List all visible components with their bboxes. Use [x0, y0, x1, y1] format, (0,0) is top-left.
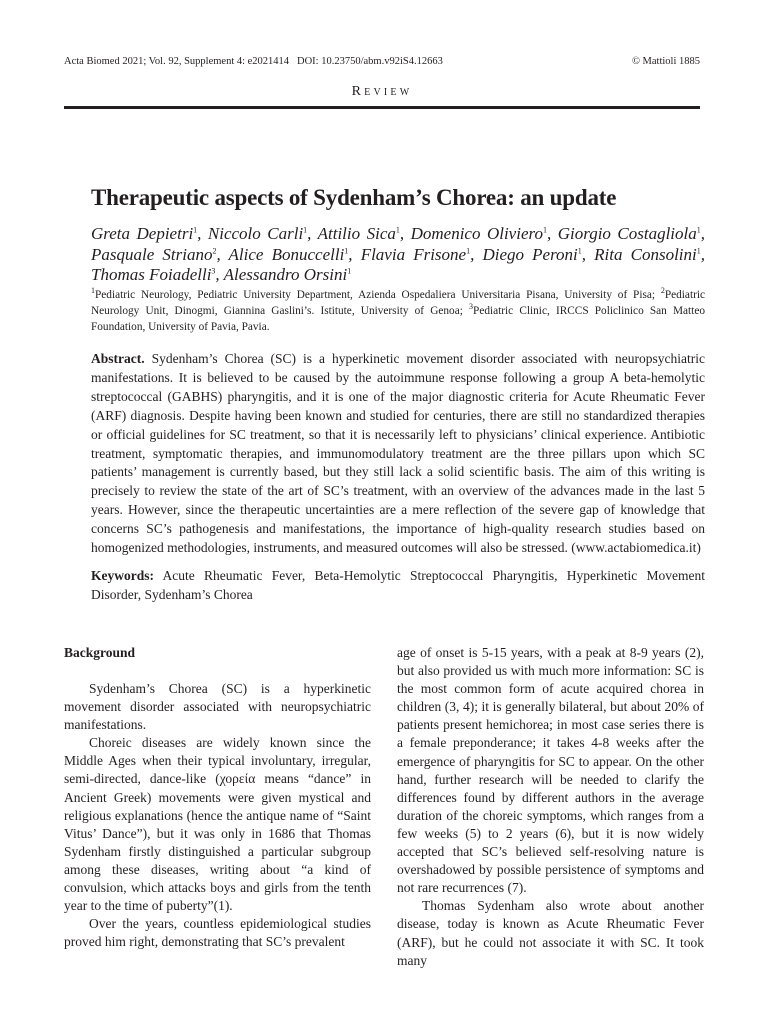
abstract-label: Abstract. — [91, 351, 145, 366]
author-affiliation-mark: 1 — [577, 245, 582, 255]
author-list — [91, 224, 705, 286]
author-name: Pasquale Striano — [91, 244, 213, 264]
author-separator: , — [399, 224, 411, 243]
keywords — [91, 567, 705, 605]
author-affiliation-mark: 1 — [696, 245, 701, 255]
author-affiliation-mark: 1 — [347, 266, 352, 276]
body-paragraph: Over the years, countless epidemiological studies proved him right, demonstrating that SC’s prevalent — [64, 916, 371, 950]
author-affiliation-mark: 1 — [303, 225, 308, 235]
body-paragraph: age of onset is 5-15 years, with a peak at 8-9 years (2), but also provided us with much more information: SC is the most common form of acute acquired chorea in children (3, 4); it is generally bilateral, but about 20% of patients present hemichorea; in most case series there is a female preponderance; it takes 4-8 weeks after the emergence of pharyngitis for SC to appear. On the other hand, further research will be needed to clarify the differences found by different authors in the average duration of the choreic symptoms, which ranges from a few weeks (5) to 2 years (6), but it is now widely accepted that SC’s believed self-resolving nature is overshadowed by possible persistence of symptoms and not rare recurrences (7). — [397, 645, 704, 896]
author-name: Alessandro Orsini — [223, 265, 348, 284]
copyright-text: © Mattioli 1885 — [631, 56, 700, 67]
abstract — [91, 350, 705, 558]
journal-citation: Acta Biomed 2021; Vol. 92, Supplement 4: e2021414 — [64, 56, 290, 67]
author-name: Thomas Foiadelli — [91, 265, 212, 284]
affiliations — [91, 287, 705, 335]
author-name: Domenico Oliviero — [410, 224, 543, 243]
affiliation-text: Pediatric Clinic, IRCCS Policlinico San Matteo Foundation, University of Pavia, Pavia. — [91, 305, 705, 333]
author-name: Diego Peroni — [482, 244, 578, 264]
author-separator: , — [546, 224, 558, 243]
affiliation-number: 2 — [660, 286, 665, 296]
section-label: Review — [351, 84, 413, 99]
author-affiliation-mark: 2 — [212, 245, 217, 255]
author-separator: , — [581, 244, 595, 264]
author-separator: , — [307, 224, 318, 243]
author-separator: , — [216, 244, 229, 264]
author-name: Alice Bonuccelli — [228, 244, 345, 264]
author-name: Giorgio Costagliola — [557, 224, 697, 243]
affiliation-text: Pediatric Neurology, Pediatric University Department, Azienda Ospedaliera Universitaria Pisana, University of Pisa; — [95, 289, 661, 301]
body-paragraph: Sydenham’s Chorea (SC) is a hyperkinetic movement disorder associated with neuropsychiatric manifestations. — [64, 681, 371, 733]
author-affiliation-mark: 1 — [466, 245, 471, 255]
body-paragraph: Thomas Sydenham also wrote about another disease, today is known as Acute Rheumatic Fever (ARF), but he could not associate it with SC. It took many — [397, 898, 704, 968]
author-name: Rita Consolini — [594, 244, 697, 264]
article-title: Therapeutic aspects of Sydenham’s Chorea: an update — [91, 185, 617, 210]
section-heading: Background — [64, 645, 136, 660]
author-name: Greta Depietri — [91, 224, 194, 243]
keywords-label: Keywords: — [91, 568, 154, 583]
affiliation-text: Pediatric Neurology Unit, Dinogmi, Giannina Gaslini’s. Istitute, University of Genoa; — [91, 289, 705, 317]
author-affiliation-mark: 1 — [193, 225, 198, 235]
doi-text: DOI: 10.23750/abm.v92iS4.12663 — [297, 56, 443, 67]
header-rule — [64, 106, 700, 109]
author-separator: , — [700, 244, 706, 264]
author-name: Niccolo Carli — [207, 224, 304, 243]
body-column-right — [397, 644, 704, 970]
author-separator: , — [470, 244, 483, 264]
affiliation-number: 1 — [91, 286, 95, 296]
abstract-text: Sydenham’s Chorea (SC) is a hyperkinetic movement disorder associated with neuropsychiatric manifestations. It is believed to be caused by the autoimmune response following a group A beta-hemolytic streptococcal (GABHS) pharyngitis, and it is one of the major diagnostic criteria for Acute Rheumatic Fever (ARF) diagnosis. Despite having been known and studied for centuries, there are still no standardized therapies or official guidelines for SC treatment, so that it is necessarily left to physicians’ clinical experience. Antibiotic treatment, symptomatic therapies, and immunomodulatory treatment are the three pillars upon which SC patients’ management is currently based, but they still lack a solid scientific basis. The aim of this writing is precisely to review the state of the art of SC’s treatment, with an overview of the advances made in the last 5 years. However, since the therapeutic uncertainties are a mere reflection of the severe gap of knowledge that concerns SC’s pathogenesis and manifestations, the importance of high-quality research studies based on homogenized methodologies, instruments, and measured outcomes will also be stressed. (www.actabiomedica.it) — [91, 351, 705, 556]
author-affiliation-mark: 3 — [211, 266, 216, 276]
author-affiliation-mark: 1 — [344, 245, 349, 255]
author-separator: , — [700, 224, 706, 243]
author-affiliation-mark: 1 — [395, 225, 400, 235]
author-separator: , — [348, 244, 361, 264]
body-column-left — [64, 644, 371, 951]
body-paragraph: Choreic diseases are widely known since the Middle Ages when their typical involuntary, irregular, semi-directed, dance-like (χορεία means “dance” in Ancient Greek) movements were given mystical and religious explanations (hence the antique name of “Saint Vitus’ Dance”), but it was only in 1686 that Thomas Sydenham firstly distinguished a particular subgroup among these diseases, writing about “a kind of convulsion, which attacks boys and girls from the tenth year to the time of puberty”(1). — [64, 735, 371, 914]
running-head — [64, 56, 700, 70]
author-separator: , — [197, 224, 208, 243]
affiliation-number: 3 — [469, 302, 474, 312]
author-name: Flavia Frisone — [360, 244, 467, 264]
author-affiliation-mark: 1 — [542, 225, 547, 235]
author-name: Attilio Sica — [317, 224, 396, 243]
author-separator: , — [215, 265, 224, 284]
keywords-text: Acute Rheumatic Fever, Beta-Hemolytic Streptococcal Pharyngitis, Hyperkinetic Movement Disorder, Sydenham’s Chorea — [91, 568, 705, 602]
author-affiliation-mark: 1 — [696, 225, 701, 235]
